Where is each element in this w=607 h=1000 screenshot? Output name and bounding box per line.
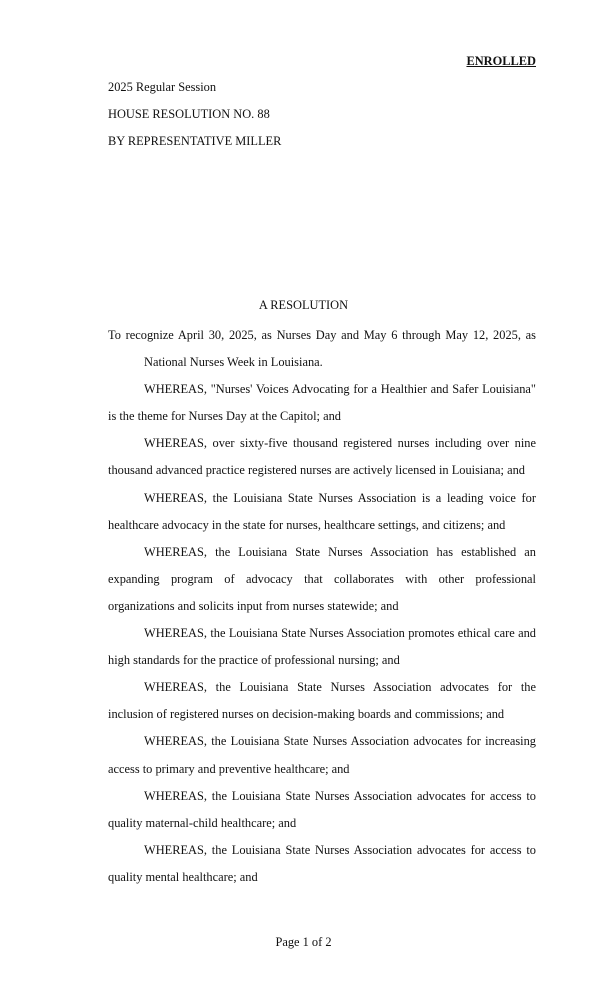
session-label: 2025 Regular Session <box>108 80 217 94</box>
whereas-clause: WHEREAS, the Louisiana State Nurses Association promotes ethical care and high standards for the practice of professional nursing; and <box>108 626 536 668</box>
whereas-clause: WHEREAS, "Nurses' Voices Advocating for a Healthier and Safer Louisiana" is the theme for Nurses Day at the Capitol; and <box>108 382 536 424</box>
resolution-number: HOUSE RESOLUTION NO. 88 <box>108 107 270 121</box>
page-number: Page 1 of 2 <box>275 935 332 949</box>
whereas-clause: WHEREAS, the Louisiana State Nurses Association is a leading voice for healthcare advocacy in the state for nurses, healthcare settings, and citizens; and <box>108 490 536 532</box>
resolution-title: A RESOLUTION <box>258 298 349 312</box>
author-line: BY REPRESENTATIVE MILLER <box>108 134 282 148</box>
whereas-clause: WHEREAS, the Louisiana State Nurses Association advocates for increasing access to primary and preventive healthcare; and <box>108 734 536 776</box>
whereas-clause: WHEREAS, the Louisiana State Nurses Association advocates for the inclusion of registered nurses on decision-making boards and commissions; and <box>108 680 536 722</box>
preamble: To recognize April 30, 2025, as Nurses Day and May 6 through May 12, 2025, as National Nurses Week in Louisiana. <box>108 328 536 370</box>
whereas-clause: WHEREAS, over sixty-five thousand registered nurses including over nine thousand advanced practice registered nurses are actively licensed in Louisiana; and <box>108 436 536 478</box>
whereas-clause: WHEREAS, the Louisiana State Nurses Association advocates for access to quality maternal-child healthcare; and <box>108 788 536 830</box>
enrolled-status: ENROLLED <box>466 54 536 68</box>
whereas-clause: WHEREAS, the Louisiana State Nurses Association advocates for access to quality mental healthcare; and <box>108 842 536 884</box>
whereas-clause: WHEREAS, the Louisiana State Nurses Association has established an expanding program of advocacy that collaborates with other professional organizations and solicits input from nurses statewide; and <box>108 544 536 613</box>
resolution-body <box>108 322 536 891</box>
